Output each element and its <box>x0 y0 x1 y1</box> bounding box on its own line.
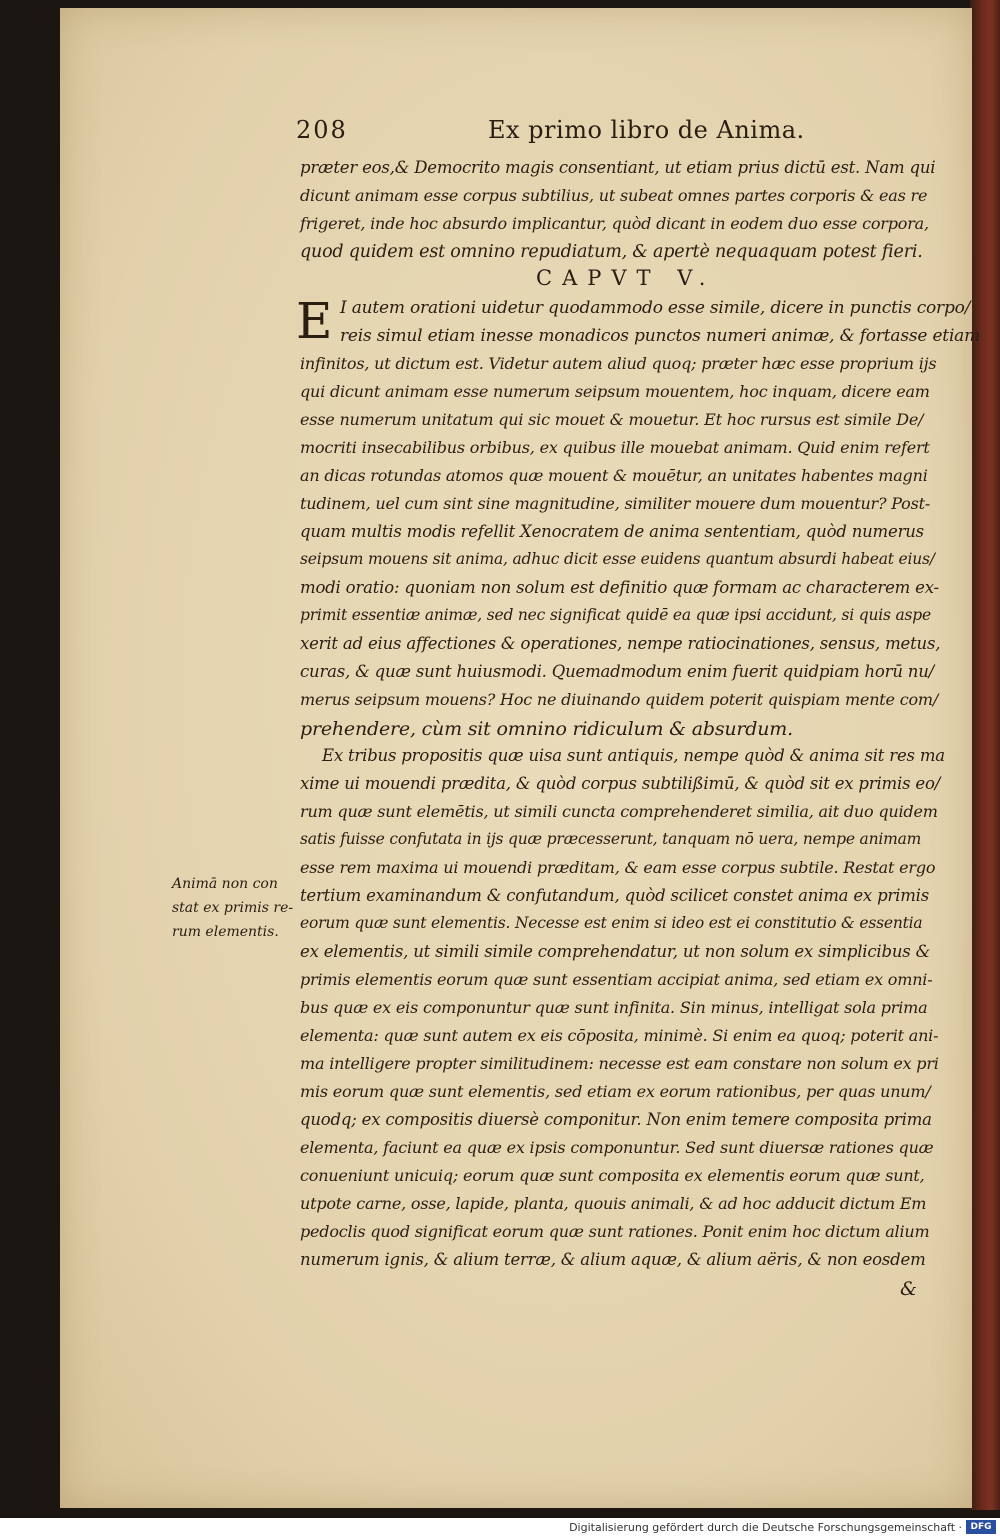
text-line-37: utpote carne, osse, lapide, planta, quouis animali, & ad hoc adducit dictum Em <box>300 1194 927 1213</box>
text-line-39: numerum ignis, & alium terræ, & alium aquæ, & alium aëris, & non eosdem <box>300 1250 926 1269</box>
binding-edge <box>970 0 1000 1510</box>
text-line-26: tertium examinandum & confutandum, quòd scilicet constet anima ex primis <box>300 886 929 905</box>
marginal-note-line-2: stat ex primis re- <box>172 900 294 916</box>
dfg-logo-icon: DFG <box>966 1520 996 1534</box>
text-line-9: esse numerum unitatum qui sic mouet & mouetur. Et hoc rursus est simile De/ <box>300 410 924 429</box>
running-head <box>296 116 956 144</box>
text-line-19: merus seipsum mouens? Hoc ne diuinando quidem poterit quispiam mente com/ <box>300 690 939 709</box>
text-line-27: eorum quæ sunt elementis. Necesse est enim si ideo est ei constitutio & essentia <box>300 914 923 932</box>
text-line-6: reis simul etiam inesse monadicos punctos numeri animæ, & fortasse etiam <box>340 326 981 346</box>
text-line-18: curas, & quæ sunt huiusmodi. Quemadmodum enim fuerit quidpiam horū nu/ <box>300 662 935 681</box>
marginal-note-line-3: rum elementis. <box>172 924 279 940</box>
text-line-3: frigeret, inde hoc absurdo implicantur, quòd dicant in eodem duo esse corpora, <box>300 214 929 233</box>
text-line-30: bus quæ ex eis componuntur quæ sunt infinita. Sin minus, intelligat sola prima <box>300 998 928 1017</box>
text-line-38: pedoclis quod significat eorum quæ sunt rationes. Ponit enim hoc dictum alium <box>300 1222 930 1241</box>
text-line-33: mis eorum quæ sunt elementis, sed etiam ex eorum rationibus, per quas unum/ <box>300 1082 931 1101</box>
text-line-34: quodq; ex compositis diuersè componitur. Non enim temere composita prima <box>300 1110 932 1129</box>
text-line-23: rum quæ sunt elemētis, ut simili cuncta comprehenderet similia, ait duo quidem <box>300 802 938 821</box>
text-line-5: I autem orationi uidetur quodammodo esse simile, dicere in punctis corpo/ <box>340 298 971 318</box>
text-line-21: Ex tribus propositis quæ uisa sunt antiquis, nempe quòd & anima sit res ma <box>322 746 945 765</box>
text-line-12: tudinem, uel cum sint sine magnitudine, similiter mouere dum mouentur? Post- <box>300 494 931 513</box>
funding-notice: Digitalisierung gefördert durch die Deutsche Forschungsgemeinschaft · <box>569 1521 962 1534</box>
text-line-1: præter eos,& Democrito magis consentiant, ut etiam prius dictū est. Nam qui <box>300 158 936 177</box>
chapter-heading: CAPVT V. <box>536 266 716 290</box>
text-line-11: an dicas rotundas atomos quæ mouent & mouētur, an unitates habentes magni <box>300 466 928 485</box>
text-line-35: elementa, faciunt ea quæ ex ipsis componuntur. Sed sunt diuersæ rationes quæ <box>300 1138 934 1157</box>
text-line-28: ex elementis, ut simili simile comprehendatur, ut non solum ex simplicibus & <box>300 942 931 961</box>
text-line-14: seipsum mouens sit anima, adhuc dicit esse euidens quantum absurdi habeat eius/ <box>300 550 935 568</box>
running-title: Ex primo libro de Anima. <box>488 116 805 144</box>
text-line-15: modi oratio: quoniam non solum est definitio quæ formam ac characterem ex- <box>300 578 939 597</box>
text-line-20: prehendere, cùm sit omnino ridiculum & absurdum. <box>300 718 793 740</box>
text-line-36: conueniunt unicuiq; eorum quæ sunt composita ex elementis eorum quæ sunt, <box>300 1166 925 1185</box>
marginal-note-line-1: Animā non con <box>172 876 278 892</box>
catchword: & <box>900 1278 917 1300</box>
text-line-24: satis fuisse confutata in ijs quæ præcesserunt, tanquam nō uera, nempe animam <box>300 830 922 848</box>
text-line-7: infinitos, ut dictum est. Videtur autem aliud quoq; præter hæc esse proprium ijs <box>300 354 937 373</box>
text-line-13: quam multis modis refellit Xenocratem de anima sententiam, quòd numerus <box>300 522 924 541</box>
text-line-32: ma intelligere propter similitudinem: necesse est eam constare non solum ex pri <box>300 1054 939 1073</box>
text-line-8: qui dicunt animam esse numerum seipsum mouentem, hoc inquam, dicere eam <box>300 382 930 401</box>
text-line-4: quod quidem est omnino repudiatum, & apertè nequaquam potest fieri. <box>300 242 923 262</box>
text-line-25: esse rem maxima ui mouendi præditam, & eam esse corpus subtile. Restat ergo <box>300 858 936 877</box>
text-line-22: xime ui mouendi prædita, & quòd corpus subtilißimū, & quòd sit ex primis eo/ <box>300 774 941 793</box>
text-line-17: xerit ad eius affectiones & operationes, nempe ratiocinationes, sensus, metus, <box>300 634 941 653</box>
text-line-29: primis elementis eorum quæ sunt essentiam accipiat anima, sed etiam ex omni- <box>300 970 933 989</box>
text-line-31: elementa: quæ sunt autem ex eis cōposita, minimè. Si enim ea quoq; poterit ani- <box>300 1026 939 1045</box>
text-line-16: primit essentiæ animæ, sed nec significat quidē ea quæ ipsi accidunt, si quis aspe <box>300 606 931 624</box>
drop-cap: E <box>296 292 333 350</box>
text-line-2: dicunt animam esse corpus subtilius, ut subeat omnes partes corporis & eas re <box>300 186 928 205</box>
text-line-10: mocriti insecabilibus orbibus, ex quibus ille mouebat animam. Quid enim refert <box>300 438 930 457</box>
page-number: 208 <box>296 116 348 144</box>
